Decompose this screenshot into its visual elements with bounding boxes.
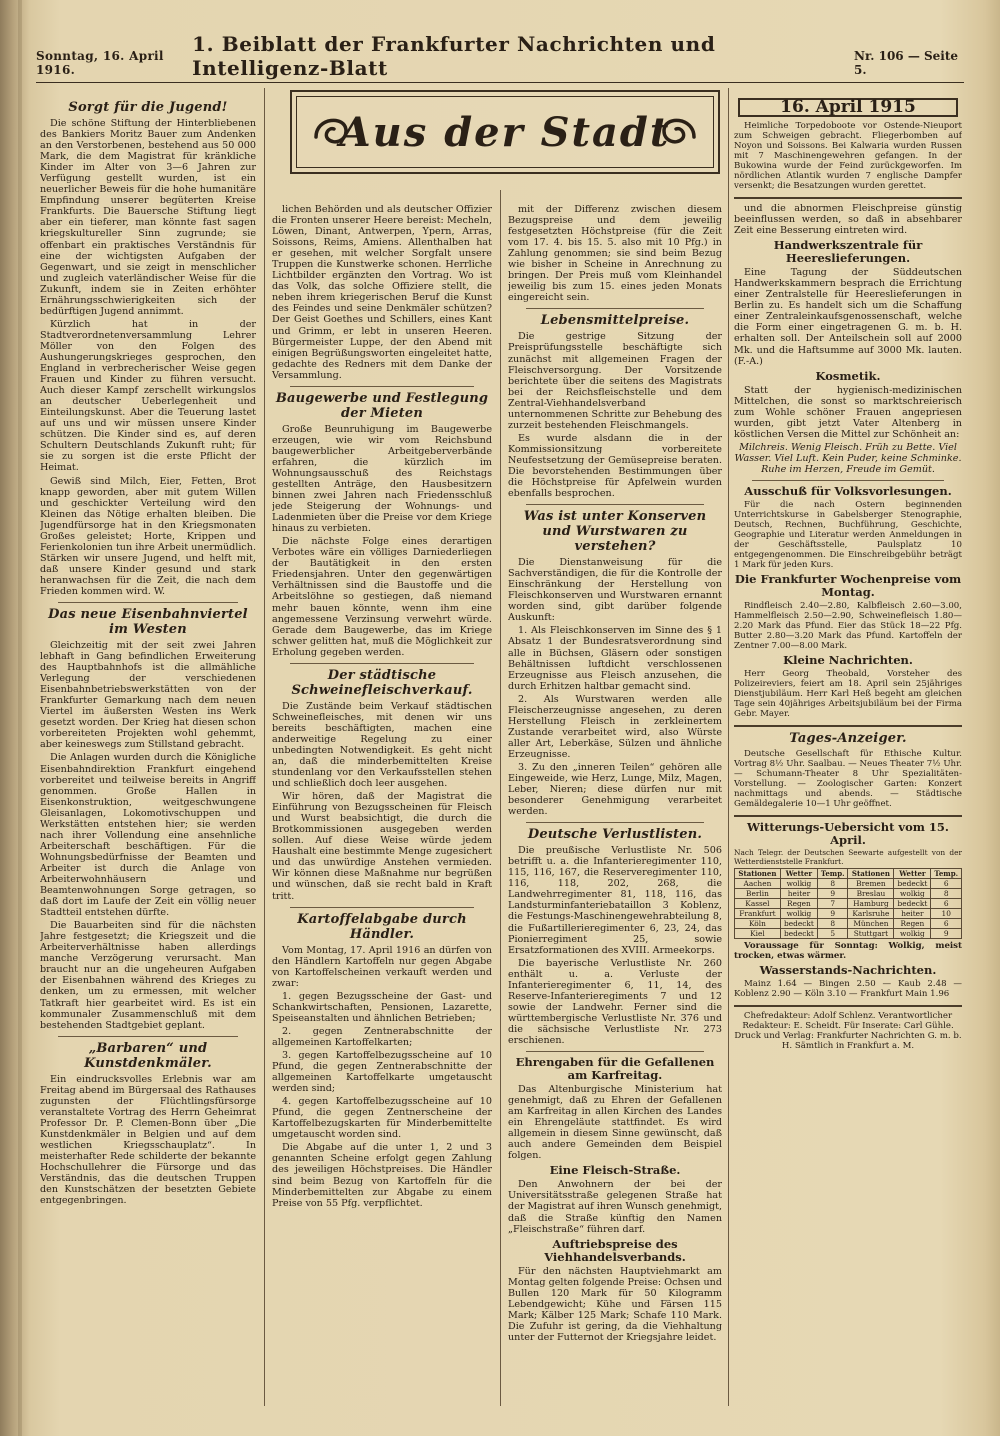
table-row [735, 879, 962, 889]
weather-note: Nach Telegr. der Deutschen Seewarte aufgestellt von der Wetterdienststelle Frankfurt. [734, 847, 962, 866]
article-paragraph: Die bayerische Verlustliste Nr. 260 enthält u. a. Verluste der Infanterieregimenter 6, 11, 14, des Reserve-Infanterieregiments 7 und 12 sowie der Landwehr. Ferner sind die württembergische Verlustliste Nr. 376 und die sächsische Verlustliste Nr. 273 erschienen. [508, 957, 722, 1046]
table-cell: wolkig [780, 909, 817, 919]
article-paragraph: Deutsche Gesellschaft für Ethische Kultur. Vortrag 8½ Uhr. Saalbau. — Neues Theater 7½ Uhr. — Schumann-Theater 8 Uhr Spezialitäten-Vorstellung. — Zoologischer Garten: Konzert nachmittags und abends. — Städtische Gemäldegalerie 10—1 Uhr geöffnet. [734, 748, 962, 809]
article-separator [58, 1036, 238, 1037]
article-separator [290, 386, 474, 387]
weather-table-body [735, 879, 962, 939]
article-paragraph: Die Zustände beim Verkauf städtischen Schweinefleisches, mit denen wir uns bereits beschäftigten, machen eine anderweitige Regelung zu einer unbedingten Notwendigkeit. Es geht nicht an, daß die minderbemittelten Kreise stundenlang vor den Verkaufsstellen stehen und schließlich doch leer ausgehen. [272, 700, 492, 790]
article-paragraph: Die gestrige Sitzung der Preisprüfungsstelle beschäftigte sich zunächst mit allgemeinen Fragen der Fleischversorgung. Der Vorsitzende berichtete über die seitens des Magistrats bei der Reichsfleischstelle und dem Zentral-Viehhandelsverband unternommenen Schritte zur Behebung des zurzeit bestehenden Fleischmangels. [508, 331, 722, 431]
list-item: 4. gegen Kartoffelbezugsscheine auf 10 Pfund, die gegen Zentnerscheine der Kartoffelbezugskarten für Minderbemittelte umgetauscht worden sind. [272, 1096, 492, 1141]
article-paragraph: Statt der hygienisch-medizinischen Mittelchen, die sonst so marktschreierisch zum Wohle schöner Frauen angepriesen wurden, gibt jetzt Vater Altenberg in köstlichen Versen die Mittel zur Schönheit an: [734, 384, 962, 440]
article-paragraph: Die Bauarbeiten sind für die nächsten Jahre festgesetzt; die Kriegszeit und die Arbeiterverhältnisse haben allerdings manche Verzögerung verursacht. Man braucht nur an die ungeheuren Aufgaben der Eisenbahnen während des Krieges zu denken, um zu ermessen, mit welcher Tatkraft hier gearbeitet wird. Es ist ein kommunaler Zusammenschluß mit dem bestehenden Stadtgebiet geplant. [40, 920, 256, 1031]
article-headline: Sorgt für die Jugend! [68, 100, 228, 115]
ornament-icon [656, 107, 702, 153]
weather-table [734, 868, 962, 939]
article-headline: Baugewerbe und Festlegung der Mieten [275, 390, 489, 421]
article-separator [526, 1051, 704, 1052]
article-headline: Eine Fleisch-Straße. [549, 1163, 681, 1178]
table-row [735, 899, 962, 909]
article-paragraph: Es wurde alsdann die in der Kommissionsitzung vorbereitete Neufestsetzung der Gemüsepreise beraten. Die bevorstehenden Bestimmungen über die Höchstpreise für Apfelwein wurden ebenfalls besprochen. [508, 432, 722, 500]
table-cell: Aachen [735, 879, 781, 889]
table-cell: heiter [780, 889, 817, 899]
table-cell: 9 [817, 909, 848, 919]
table-cell: München [848, 919, 894, 929]
weather-forecast: Voraussage für Sonntag: Wolkig, meist trocken, etwas wärmer. [734, 941, 962, 962]
war-chronicle-text: Heimliche Torpedoboote vor Ostende-Nieuport zum Schweigen gebracht. Fliegerbomben auf Noyon und Soissons. Bei Kalwaria wurden Russen mit 7 Maschinengewehren gefangen. In der Bukowina wurde der Feind zurückgeworfen. Im nördlichen Atlantik wurden 7 englische Dampfer versenkt; die Besatzungen wurden gerettet. [734, 121, 962, 192]
table-cell: 9 [931, 929, 962, 939]
table-cell: Köln [735, 919, 781, 929]
column-1 [40, 96, 256, 1400]
column-4 [734, 96, 962, 1400]
table-cell: bedeckt [894, 879, 931, 889]
article-headline: Kleine Nachrichten. [783, 652, 913, 667]
table-cell: Karlsruhe [848, 909, 894, 919]
section-separator [734, 197, 962, 199]
table-header-row [735, 869, 962, 879]
table-cell: Kiel [735, 929, 781, 939]
article-headline: Ausschuß für Volksvorlesungen. [744, 483, 952, 498]
table-cell: Stuttgart [848, 929, 894, 939]
article-separator [526, 822, 704, 823]
article-headline: Ehrengaben für die Gefallenen am Karfreitag. [515, 1055, 715, 1083]
table-header: Wetter [780, 869, 817, 879]
column-rule [264, 88, 265, 1406]
article-headline: Handwerkszentrale für Heereslieferungen. [773, 238, 923, 266]
article-paragraph: Vom Montag, 17. April 1916 an dürfen von den Händlern Kartoffeln nur gegen Abgabe von Kartoffelscheinen verkauft werden und zwar: [272, 944, 492, 989]
list-item: 2. gegen Zentnerabschnitte der allgemeinen Kartoffelkarten; [272, 1025, 492, 1048]
column-2 [272, 204, 492, 1400]
table-row [735, 929, 962, 939]
article-paragraph: Die schöne Stiftung der Hinterbliebenen des Bankiers Moritz Bauer zum Andenken an den Verstorbenen, bestehend aus 50 000 Mark, die dem Magistrat für kränkliche Kinder im Alter von 3—6 Jahren zur Verfügung gestellt wurden, ist ein neuerlicher Beweis für die hohe humanitäre Empfindung unserer begüterten Kreise Frankfurts. Die Bauersche Stiftung liegt aber ein tieferer, man könnte fast sagen kriegskultureller Sinn zugrunde; sie offenbart ein praktisches Verständnis für eine der wichtigsten Aufgaben der Gegenwart, und sie zeigt in menschlicher und zugleich vaterländischer Weise für die Zukunft, indem sie in Zeiten erhöhter Ernährungsschwierigkeiten sich der bedürftigen Jugend annimmt. [40, 118, 256, 317]
article-paragraph: Herr Georg Theobald, Vorsteher des Polizeireviers, feiert am 18. April sein 25jähriges Dienstjubiläum. Herr Karl Heß begeht am gleichen Tage sein 40jähriges Arbeitsjubiläum bei der Firma Gebr. Mayer. [734, 668, 962, 719]
table-row [735, 909, 962, 919]
article-headline: Der städtische Schweinefleischverkauf. [291, 667, 473, 698]
article-headline: Lebensmittelpreise. [540, 313, 690, 329]
article-headline: Deutsche Verlustlisten. [527, 827, 703, 843]
table-cell: Frankfurt [735, 909, 781, 919]
article-headline: Was ist unter Konserven und Wurstwaren zu verstehen? [523, 509, 707, 555]
article-paragraph: Ein eindrucksvolles Erlebnis war am Freitag abend im Bürgersaal des Rathauses zugunsten der Flüchtlingsfürsorge veranstaltete Vortrag des Herrn Geheimrat Professor Dr. P. Clemen-Bonn über „Die Kunstdenkmäler in Belgien und auf dem westlichen Kriegsschauplatz“. In meisterhafter Rede schilderte der bekannte Hochschullehrer die Fürsorge und das Verständnis, das die deutschen Truppen den Kunstschätzen der besetzten Gebiete entgegenbringen. [40, 1073, 256, 1207]
table-cell: Berlin [735, 889, 781, 899]
article-headline: Kartoffelabgabe durch Händler. [297, 911, 467, 942]
article-paragraph: Die preußische Verlustliste Nr. 506 betrifft u. a. die Infanterieregimenter 110, 115, 116, 167, die Reserveregimenter 110, 116, 118, 202, 268, die Landwehrregimenter 81, 118, 116, das Landsturminfanteriebataillon 3 Koblenz, die Festungs-Maschinengewehrabteilung 8, die Fußartillerieregimenter 6, 23, 24, das Pionierregiment 25, sowie Ersatzformationen des XVIII. Armeekorps. [508, 845, 722, 956]
table-cell: 6 [931, 879, 962, 889]
column-rule [500, 190, 501, 1406]
page-number: Nr. 106 — Seite 5. [854, 49, 959, 77]
table-cell: Hamburg [848, 899, 894, 909]
article-headline: Kosmetik. [815, 368, 881, 383]
article-paragraph: Eine Tagung der Süddeutschen Handwerkskammern besprach die Errichtung einer Zentralstelle für Heereslieferungen in Berlin zu. Es handelt sich um die Schaffung einer Zentraleinkaufsgenossenschaft, welche die Form einer eingetragenen G. m. b. H. erhalten soll. Der Anteilschein soll auf 2000 Mk. und die Haftsumme auf 3000 Mk. lauten. (F.-A.) [734, 267, 962, 367]
table-row [735, 889, 962, 899]
column-3 [508, 204, 722, 1400]
page-fold-shadow [18, 0, 22, 1436]
table-cell: heiter [894, 909, 931, 919]
article-paragraph: Große Beunruhigung im Baugewerbe erzeugen, wie wir vom Reichsbund baugewerblicher Arbeitgeberverbände erfahren, die kürzlich im Wohnungsausschuß des Reichstags gestellten Anträge, den Hausbesitzern binnen zwei Jahren nach Friedensschluß jede Steigerung der Wohnungs- und Ladenmieten über die Preise vor dem Kriege hinaus zu verbieten. [272, 423, 492, 535]
issue-date: Sonntag, 16. April 1916. [36, 49, 164, 77]
list-item: 2. Als Wurstwaren werden alle Fleischerzeugnisse angesehen, zu deren Herstellung Fleisch in zerkleinertem Zustande verarbeitet wird, also Würste aller Art, Leberkäse, Sülzen und ähnliche Erzeugnisse. [508, 693, 722, 760]
section-separator [734, 815, 962, 817]
section-separator [734, 725, 962, 727]
article-separator [526, 504, 704, 505]
article-separator [290, 663, 474, 664]
article-separator [58, 602, 238, 603]
table-cell: Kassel [735, 899, 781, 909]
table-header: Stationen [848, 869, 894, 879]
table-cell: bedeckt [894, 899, 931, 909]
anniversary-date-box: 16. April 1915 [738, 98, 958, 117]
table-header: Wetter [894, 869, 931, 879]
article-paragraph: Die Anlagen wurden durch die Königliche Eisenbahndirektion Frankfurt eingehend vorbereitet und teilweise bereits in Angriff genommen. Große Hallen in Eisenkonstruktion, weitgeschwungene Gleisanlagen, Lokomotivschuppen und Werkstätten entstehen hier; sie werden nach ihrer Vollendung eine ansehnliche Arbeiterschaft beschäftigen. Für die Wohnungsbedürfnisse der Beamten und Arbeiter ist durch die Anlage von Arbeiterwohnhäusern und Beamtenwohnungen Sorge getragen, so daß dort im Laufe der Zeit ein völlig neuer Stadtteil entstehen dürfte. [40, 752, 256, 919]
article-headline: Die Frankfurter Wochenpreise vom Montag. [734, 571, 962, 599]
table-cell: 7 [817, 899, 848, 909]
column-rule [728, 88, 729, 1406]
table-cell: 10 [931, 909, 962, 919]
article-paragraph: Die nächste Folge eines derartigen Verbotes wäre ein völliges Darniederliegen der Bautätigkeit in den ersten Friedensjahren. Unter den gegenwärtigen Verhältnissen sind die Baustoffe und die Arbeitslöhne so gestiegen, daß niemand mehr bauen könnte, wenn ihm eine angemessene Verzinsung verwehrt würde. Gerade dem Baugewerbe, das im Kriege schwer gelitten hat, muß die Möglichkeit zur Erholung gegeben werden. [272, 536, 492, 658]
article-paragraph: Rindfleisch 2.40—2.80, Kalbfleisch 2.60—3.00, Hammelfleisch 2.50—2.90, Schweinefleisch 1.80—2.20 Mark das Pfund. Eier das Stück 18—22 Pfg. Butter 2.80—3.20 Mark das Pfund. Kartoffeln der Zentner 7.00—8.00 Mark. [734, 600, 962, 651]
list-item: 1. Als Fleischkonserven im Sinne des § 1 Absatz 1 der Bundesratsverordnung sind alle in Büchsen, Gläsern oder sonstigen Behältnissen luftdicht verschlossenen Erzeugnisse aus Fleisch anzusehen, die durch Erhitzen haltbar gemacht sind. [508, 625, 722, 692]
article-paragraph: Die Dienstanweisung für die Sachverständigen, die für die Kontrolle der Einschränkung der Herstellung von Fleischkonserven und Wurstwaren ernannt worden sind, gibt darüber folgende Auskunft: [508, 557, 722, 624]
table-cell: Bremen [848, 879, 894, 889]
article-paragraph: Die Abgabe auf die unter 1, 2 und 3 genannten Scheine erfolgt gegen Zahlung des jeweiligen Höchstpreises. Die Händler sind beim Bezug von Kartoffeln für die Minderbemittelten zur Abgabe zu einem Preise von 55 Pfg. verpflichtet. [272, 1142, 492, 1209]
table-cell: 5 [817, 929, 848, 939]
list-item: 3. Zu den „inneren Teilen“ gehören alle Eingeweide, wie Herz, Lunge, Milz, Magen, Leber, Nieren; diese dürfen nur mit besonderer Genehmigung verarbeitet werden. [508, 761, 722, 818]
section-title: Aus der Stadt [339, 108, 671, 156]
article-paragraph: Kürzlich hat in der Stadtverordnetenversammlung Lehrer Möller von den Folgen des Aushungerungskrieges gesprochen, den England in verbrecherischer Weise gegen Frauen und Kinder zu führen versucht. Auch dieser Kampf zerschellt wirkungslos an deutscher Ueberlegenheit und Einteilungskunst. Aber die Teuerung lastet auf uns und wir müssen unsere Kinder schützen. Die Kinder sind es, auf deren Schultern Deutschlands Zukunft ruht; für sie zu sorgen ist die erste Pflicht der Heimat. [40, 318, 256, 474]
table-cell: wolkig [894, 929, 931, 939]
table-cell: 8 [817, 919, 848, 929]
table-cell: Breslau [848, 889, 894, 899]
list-item: 3. gegen Kartoffelbezugsscheine auf 10 Pfund, die gegen Zentnerabschnitte der allgemeinen Kartoffelkarte umgetauscht werden sind; [272, 1050, 492, 1095]
weather-title: Witterungs-Uebersicht vom 15. April. [747, 819, 949, 847]
ornament-icon [308, 107, 354, 153]
table-cell: 8 [817, 879, 848, 889]
table-cell: 8 [931, 889, 962, 899]
article-paragraph: mit der Differenz zwischen diesem Bezugspreise und dem jeweilig festgesetzten Höchstpreise (für die Zeit vom 17. 4. bis 15. 5. also mit 10 Pfg.) in Zahlung genommen; sie sind beim Bezug wie bisher in Scheine in Anrechnung zu bringen. Der Preis muß vom Kleinhandel jeweilig bis zum 15. eines jeden Monats eingereicht sein. [508, 204, 722, 304]
article-paragraph: lichen Behörden und als deutscher Offizier die Fronten unserer Heere bereist: Mecheln, Löwen, Dinant, Antwerpen, Ypern, Arras, Soissons, Reims, Amiens. Allenthalben hat er gesehen, mit welcher Sorgfalt unsere Truppen die Kunstwerke schonen. Herrliche Lichtbilder ergänzten den Vortrag. Wo ist das Volk, das solche Offiziere stellt, die neben ihrem kriegerischen Beruf die Kunst des Feindes und seine Denkmäler schützen? Der Geist Goethes und Schillers, eines Kant und Grimm, er lebt in unseren Heeren. Bürgermeister Luppe, der den Abend mit einigen Begrüßungsworten eingeleitet hatte, gedachte des Redners mit dem Danke der Versammlung. [272, 204, 492, 381]
table-cell: 9 [817, 889, 848, 899]
table-cell: wolkig [780, 879, 817, 889]
article-separator [752, 480, 944, 481]
table-cell: 6 [931, 919, 962, 929]
table-header: Temp. [817, 869, 848, 879]
table-cell: bedeckt [780, 919, 817, 929]
list-item: 1. gegen Bezugsscheine der Gast- und Schankwirtschaften, Pensionen, Lazarette, Speiseanstalten und ähnlichen Betrieben; [272, 990, 492, 1024]
article-separator [290, 907, 474, 908]
table-cell: bedeckt [780, 929, 817, 939]
supplement-title: 1. Beiblatt der Frankfurter Nachrichten und Intelligenz-Blatt [192, 32, 716, 80]
article-paragraph: Gewiß sind Milch, Eier, Fetten, Brot knapp geworden, aber mit gutem Willen und geschickter Verteilung wird den Kleinen das Nötige erhalten bleiben. Die Jugendfürsorge hat in den Kriegsmonaten Großes geleistet; Horte, Krippen und Ferienkolonien tun ihre Arbeit unermüdlich. Stärken wir unsere Jugend, und helft mit, daß unsere Kinder gesund und stark heranwachsen für die Zeit, die nach dem Frieden kommen wird. W. [40, 475, 256, 597]
verse-text: Milchreis. Wenig Fleisch. Früh zu Bette. Viel Wasser. Viel Luft. Kein Puder, keine Schminke. Ruhe im Herzen, Freude im Gemüt. [734, 441, 962, 475]
article-paragraph: Wir hören, daß der Magistrat die Einführung von Bezugsscheinen für Fleisch und Wurst beabsichtigt, die durch die Brotkommissionen ausgegeben werden sollen. Auf diese Weise würde jedem Haushalt eine bestimmte Menge zugesichert und das unwürdige Anstehen vermieden. Wir können diese Maßnahme nur begrüßen und wünschen, daß sie recht bald in Kraft tritt. [272, 791, 492, 902]
table-cell: 6 [931, 899, 962, 909]
article-paragraph: Für die nach Ostern beginnenden Unterrichtskurse in Gabelsberger Stenographie, Deutsch, Rechnen, Buchführung, Geschichte, Geographie und Literatur werden Anmeldungen in der Geschäftsstelle, Paulsplatz 10 entgegengenommen. Die Einschreibgebühr beträgt 1 Mark für jeden Kurs. [734, 499, 962, 570]
section-banner [290, 90, 720, 174]
article-separator [526, 308, 704, 309]
article-paragraph: Das Altenburgische Ministerium hat genehmigt, daß zu Ehren der Gefallenen am Karfreitag in allen Kirchen des Landes ein Ehrengeläute stattfindet. Es wird allgemein in diesem Sinne gewünscht, daß auch andere Gemeinden dem Beispiel folgen. [508, 1084, 722, 1162]
article-headline: Das neue Eisenbahnviertel im Westen [48, 607, 248, 638]
section-separator [734, 1005, 962, 1007]
article-headline: Tages-Anzeiger. [789, 730, 907, 746]
table-cell: wolkig [894, 889, 931, 899]
table-header: Temp. [931, 869, 962, 879]
table-cell: Regen [894, 919, 931, 929]
article-paragraph: Für den nächsten Hauptviehmarkt am Montag gelten folgende Preise: Ochsen und Bullen 120 Mark für 50 Kilogramm Lebendgewicht; Kühe und Färsen 115 Mark; Kälber 125 Mark; Schafe 110 Mark. Die Zufuhr ist gering, da die Viehhaltung unter der Futternot der Kriegsjahre leidet. [508, 1265, 722, 1343]
article-paragraph: und die abnormen Fleischpreise günstig beeinflussen werden, so daß in absehbarer Zeit eine Besserung eintreten wird. [734, 203, 962, 237]
table-cell: Regen [780, 899, 817, 909]
water-level-text: Mainz 1.64 — Bingen 2.50 — Kaub 2.48 — Koblenz 2.90 — Köln 3.10 — Frankfurt Main 1.96 [734, 979, 962, 1000]
article-paragraph: Den Anwohnern der bei der Universitätsstraße gelegenen Straße hat der Magistrat auf ihren Wunsch genehmigt, daß die Straße künftig den Namen „Fleischstraße“ führen darf. [508, 1179, 722, 1235]
article-headline: „Barbaren“ und Kunstdenkmäler. [84, 1040, 212, 1071]
article-paragraph: Gleichzeitig mit der seit zwei Jahren lebhaft in Gang befindlichen Erweiterung des Hauptbahnhofs ist die allmähliche Verlegung der verschiedenen Eisenbahnbetriebswerkstätten von der Frankfurter Gemarkung nach dem neuen Viertel im äußersten Westen ins Werk gesetzt worden. Der Krieg hat diesen schon vorbereiteten Projekten wohl gehemmt, aber keineswegs zum Stillstand gebracht. [40, 640, 256, 751]
table-header: Stationen [735, 869, 781, 879]
article-headline: Auftriebspreise des Viehhandelsverbands. [544, 1236, 686, 1264]
water-level-title: Wasserstands-Nachrichten. [759, 963, 937, 978]
imprint: Chefredakteur: Adolf Schlenz. Verantwortlicher Redakteur: E. Scheidt. Für Inserate: Carl Gühle. Druck und Verlag: Frankfurter Nachrichten G. m. b. H. Sämtlich in Frankfurt a. M. [734, 1011, 962, 1052]
table-row [735, 919, 962, 929]
masthead [36, 32, 964, 83]
